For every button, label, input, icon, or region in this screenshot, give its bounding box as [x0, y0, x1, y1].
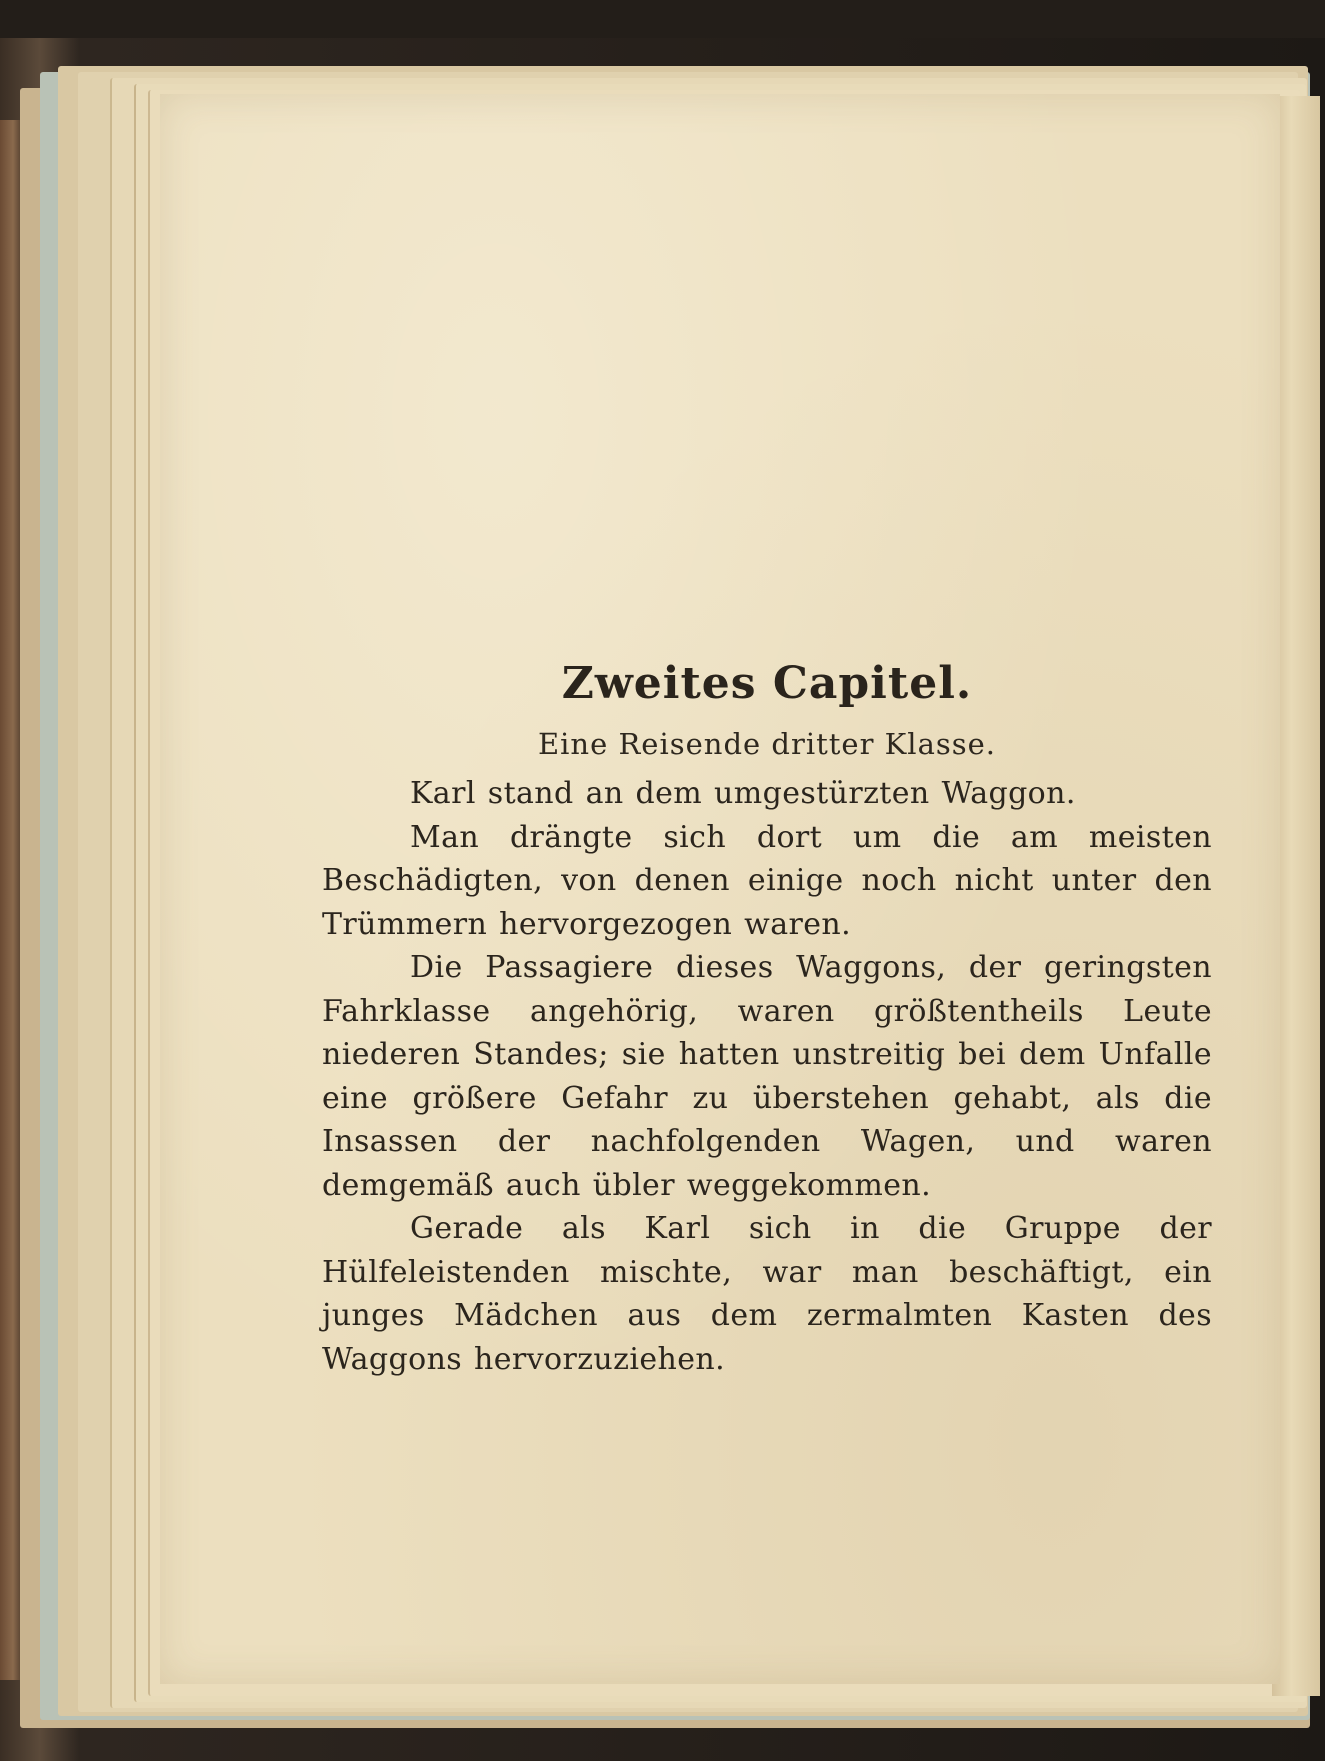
chapter-title: Zweites Capitel. [561, 658, 973, 709]
book-page [160, 94, 1280, 1684]
paragraph: Man drängte sich dort um die am meisten Beschädigten, von denen einige noch nicht unter den Trümmern hervorgezogen waren. [322, 819, 1212, 942]
paragraph: Die Passagiere dieses Waggons, der geringsten Fahrklasse angehörig, waren größtentheils Leute niederen Standes; sie hatten unstreitig bei dem Unfalle eine größere Gefahr zu überstehen gehabt, als die Insassen der nachfolgenden Wagen, und waren demgemäß auch übler weggekommen. [322, 950, 1212, 1203]
chapter-subtitle: Eine Reisende dritter Klasse. [537, 727, 997, 761]
page-text-block [322, 654, 1212, 1381]
paragraph: Gerade als Karl sich in die Gruppe der Hülfeleistenden mischte, war man beschäftigt, ein junges Mädchen aus dem zermalmten Kasten des Waggons hervorzuziehen. [322, 1211, 1212, 1377]
paragraph: Karl stand an dem umgestürzten Waggon. [410, 776, 1076, 811]
